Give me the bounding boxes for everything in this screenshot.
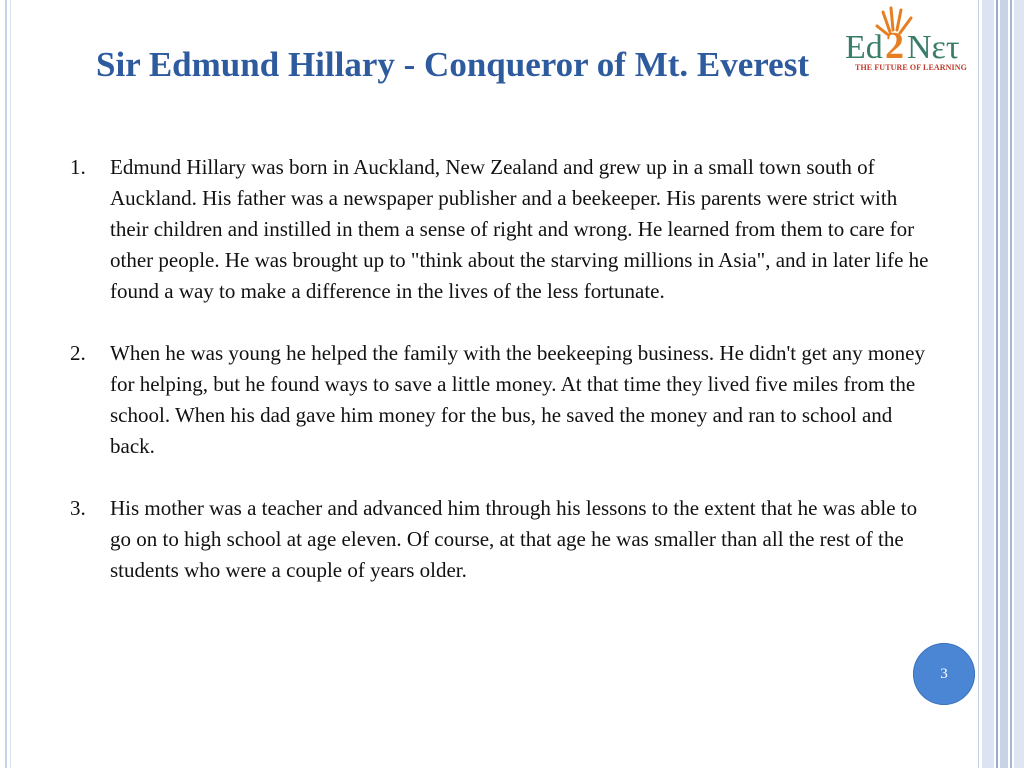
numbered-list bbox=[70, 152, 932, 617]
slide-title: Sir Edmund Hillary - Conqueror of Mt. Everest bbox=[96, 45, 809, 84]
list-item-text: Edmund Hillary was born in Auckland, New Zealand and grew up in a small town south of Auckland. His father was a newspaper publisher and a beekeeper. His parents were strict with their children and instilled in them a sense of right and wrong. He learned from them to care for other people. He was brought up to "think about the starving millions in Asia", and in later life he found a way to make a difference in the lives of the less fortunate. bbox=[110, 155, 929, 303]
left-border-decoration-inner bbox=[10, 0, 11, 768]
logo-tagline: THE FUTURE OF LEARNING bbox=[855, 63, 967, 72]
list-item bbox=[70, 338, 932, 462]
page-number-badge: 3 bbox=[913, 643, 975, 705]
ed2net-logo bbox=[843, 4, 979, 78]
right-stripe-decoration bbox=[978, 0, 1024, 768]
list-item-number: 1. bbox=[70, 155, 86, 179]
list-item-text: His mother was a teacher and advanced him through his lessons to the extent that he was able to go on to high school at age eleven. Of course, at that age he was smaller than all the rest of the students who were a couple of years older. bbox=[110, 496, 918, 582]
left-border-decoration bbox=[5, 0, 7, 768]
svg-text:Ed: Ed bbox=[845, 29, 883, 64]
svg-text:2: 2 bbox=[885, 25, 904, 64]
list-item bbox=[70, 152, 932, 307]
list-item-number: 3. bbox=[70, 496, 86, 520]
ed2net-logo-icon bbox=[843, 4, 979, 64]
list-item-number: 2. bbox=[70, 341, 86, 365]
svg-text:Nετ: Nετ bbox=[907, 29, 960, 64]
list-item-text: When he was young he helped the family with the beekeeping business. He didn't get any money for helping, but he found ways to save a little money. At that time they lived five miles from the school. When his dad gave him money for the bus, he saved the money and ran to school and back. bbox=[110, 341, 925, 458]
list-item bbox=[70, 493, 932, 586]
